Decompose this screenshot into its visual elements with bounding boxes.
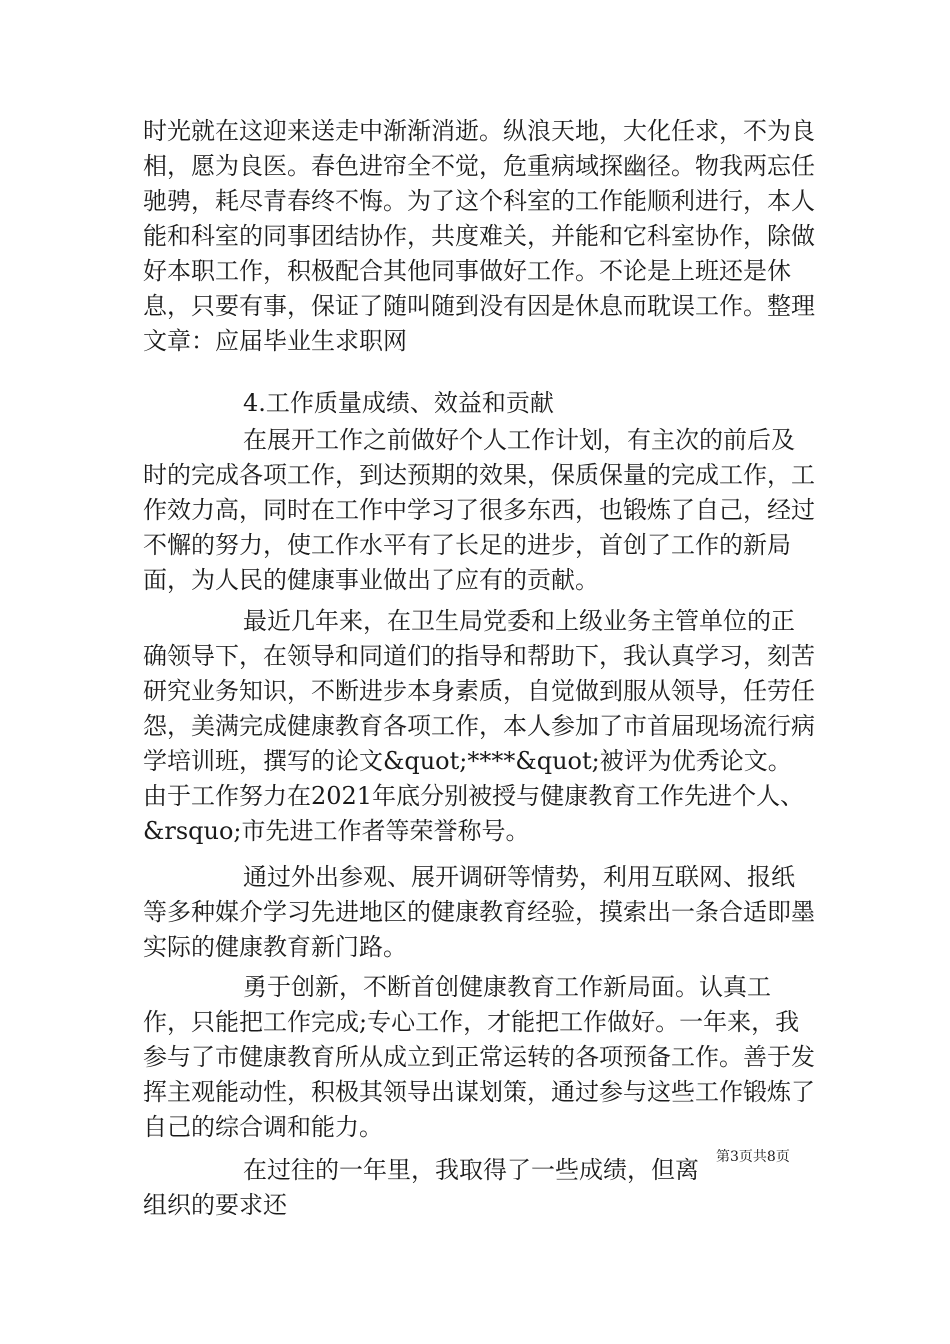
- paragraph-1: 时光就在这迎来送走中渐渐消逝。纵浪天地，大化任求，不为良相，愿为良医。春色进帘全不觉，危重病域探幽径。物我两忘任驰骋，耗尽青春终不悔。为了这个科室的工作能顺利进行，本人能和科室的同事团结协作，共度难关，并能和它科室协作，除做好本职工作，积极配合其他同事做好工作。不论是上班还是休息，只要有事，保证了随叫随到没有因是休息而耽误工作。整理文章：应届毕业生求职网: [143, 117, 815, 355]
- paragraph-2: 在展开工作之前做好个人工作计划，有主次的前后及时的完成各项工作，到达预期的效果，保质保量的完成工作，工作效力高，同时在工作中学习了很多东西，也锻炼了自己，经过不懈的努力，使工作水平有了长足的进步，首创了工作的新局面，为人民的健康事业做出了应有的贡献。: [143, 426, 815, 594]
- paragraph-6: 在过往的一年里，我取得了一些成绩，但离组织的要求还: [143, 1156, 699, 1219]
- paragraph-5: 勇于创新，不断首创健康教育工作新局面。认真工作，只能把工作完成;专心工作，才能把工作做好。一年来，我参与了市健康教育所从成立到正常运转的各项预备工作。善于发挥主观能动性，积极其领导出谋划策，通过参与这些工作锻炼了自己的综合调和能力。: [143, 973, 815, 1141]
- section-heading: 4.工作质量成绩、效益和贡献: [243, 389, 554, 417]
- paragraph-3: 最近几年来，在卫生局党委和上级业务主管单位的正确领导下，在领导和同道们的指导和帮助下，我认真学习，刻苦研究业务知识，不断进步本身素质，自觉做到服从领导，任劳任怨，美满完成健康教育各项工作，本人参加了市首届现场流行病学培训班，撰写的论文&quot;****&quot;被评为优秀论文。由于工作努力在2021年底分别被授与健康教育工作先进个人、&rsquo;市先进工作者等荣誉称号。: [143, 607, 815, 845]
- page-number: 第3页共8页: [716, 1149, 790, 1165]
- paragraph-4: 通过外出参观、展开调研等情势，利用互联网、报纸等多种媒介学习先进地区的健康教育经验，摸索出一条合适即墨实际的健康教育新门路。: [143, 863, 815, 961]
